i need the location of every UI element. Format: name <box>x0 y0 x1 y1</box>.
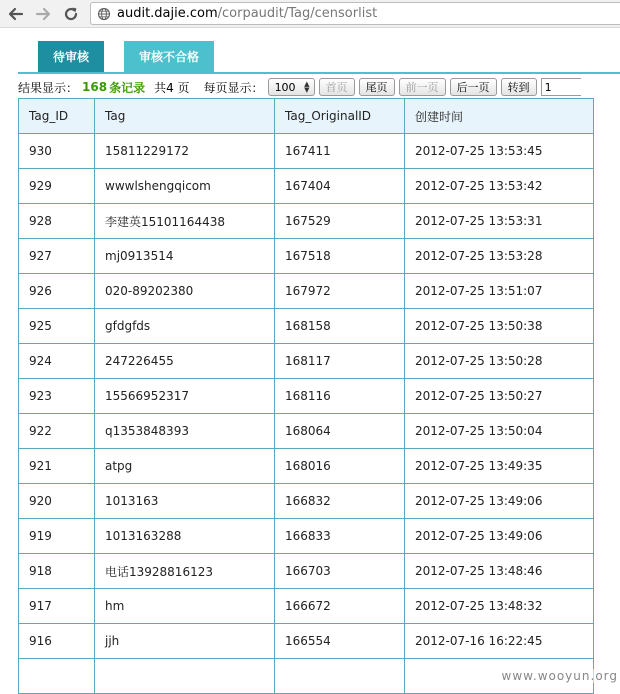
cell-tag: 247226455 <box>95 344 275 379</box>
cell-tag: atpg <box>95 449 275 484</box>
cell-original-id: 166672 <box>275 589 405 624</box>
select-arrows-icon: ▲ ▼ <box>304 80 310 94</box>
cell-tag: 电话13928816123 <box>95 554 275 589</box>
table-row <box>19 204 594 239</box>
cell-tag-id: 917 <box>19 589 95 624</box>
cell-original-id: 167411 <box>275 134 405 169</box>
table-row <box>19 239 594 274</box>
cell-tag-id <box>19 659 95 694</box>
column-header-tag-id: Tag_ID <box>19 99 95 134</box>
tab-pending-review[interactable]: 待审核 <box>38 41 104 72</box>
cell-original-id: 168116 <box>275 379 405 414</box>
cell-tag: 1013163 <box>95 484 275 519</box>
cell-tag: 020-89202380 <box>95 274 275 309</box>
cell-created-time: 2012-07-25 13:48:32 <box>405 589 594 624</box>
cell-tag-id: 923 <box>19 379 95 414</box>
reload-button[interactable] <box>61 4 81 24</box>
prev-page-button[interactable]: 前一页 <box>399 78 446 96</box>
cell-original-id: 166703 <box>275 554 405 589</box>
cell-tag: mj0913514 <box>95 239 275 274</box>
url-host: audit.dajie.com <box>117 6 218 21</box>
cell-tag-id: 922 <box>19 414 95 449</box>
cell-created-time: 2012-07-25 13:49:35 <box>405 449 594 484</box>
last-page-button[interactable]: 尾页 <box>359 78 395 96</box>
cell-tag: wwwlshengqicom <box>95 169 275 204</box>
table-row <box>19 344 594 379</box>
cell-created-time: 2012-07-16 16:22:45 <box>405 624 594 659</box>
cell-created-time: 2012-07-25 13:51:07 <box>405 274 594 309</box>
cell-original-id: 167972 <box>275 274 405 309</box>
forward-arrow-icon <box>35 6 51 22</box>
table-row <box>19 379 594 414</box>
column-header-created-time: 创建时间 <box>405 99 594 134</box>
first-page-button[interactable]: 首页 <box>319 78 355 96</box>
cell-tag-id: 930 <box>19 134 95 169</box>
cell-created-time: 2012-07-25 13:50:27 <box>405 379 594 414</box>
table-row <box>19 519 594 554</box>
cell-tag-id: 926 <box>19 274 95 309</box>
cell-created-time: 2012-07-25 13:53:31 <box>405 204 594 239</box>
cell-original-id: 166833 <box>275 519 405 554</box>
cell-created-time: 2012-07-25 13:48:46 <box>405 554 594 589</box>
per-page-label: 每页显示： <box>203 80 264 95</box>
per-page-value: 100 <box>274 80 296 94</box>
url-text <box>117 6 377 21</box>
cell-original-id: 168117 <box>275 344 405 379</box>
cell-tag-id: 920 <box>19 484 95 519</box>
cell-original-id <box>275 659 405 694</box>
column-header-tag: Tag <box>95 99 275 134</box>
address-bar[interactable] <box>90 2 620 25</box>
cell-original-id: 167529 <box>275 204 405 239</box>
cell-created-time: 2012-07-25 13:53:28 <box>405 239 594 274</box>
cell-tag: 15811229172 <box>95 134 275 169</box>
cell-created-time: 2012-07-25 13:50:04 <box>405 414 594 449</box>
table-row <box>19 169 594 204</box>
cell-tag-id: 927 <box>19 239 95 274</box>
cell-created-time: 2012-07-25 13:49:06 <box>405 484 594 519</box>
cell-tag: hm <box>95 589 275 624</box>
tab-review-rejected[interactable]: 审核不合格 <box>124 41 214 72</box>
goto-button[interactable]: 转到 <box>501 78 537 96</box>
table-row <box>19 134 594 169</box>
per-page-select[interactable] <box>268 78 315 96</box>
record-count: 168 <box>82 80 108 94</box>
tag-table <box>18 98 594 694</box>
cell-tag: 李建英15101164438 <box>95 204 275 239</box>
table-row <box>19 589 594 624</box>
result-label: 结果显示： <box>18 80 79 95</box>
cell-created-time: 2012-07-25 13:49:06 <box>405 519 594 554</box>
cell-tag: 15566952317 <box>95 379 275 414</box>
cell-created-time: 2012-07-25 13:50:38 <box>405 309 594 344</box>
column-header-original-id: Tag_OriginalID <box>275 99 405 134</box>
cell-tag <box>95 659 275 694</box>
table-row <box>19 554 594 589</box>
cell-tag: gfdgfds <box>95 309 275 344</box>
table-header-row <box>19 99 594 134</box>
cell-original-id: 168158 <box>275 309 405 344</box>
cell-tag-id: 919 <box>19 519 95 554</box>
forward-button[interactable] <box>33 4 53 24</box>
table-row <box>19 484 594 519</box>
cell-created-time: 2012-07-25 13:50:28 <box>405 344 594 379</box>
watermark: www.wooyun.org <box>501 669 618 683</box>
record-count-unit: 条记录 <box>109 80 146 95</box>
cell-created-time: 2012-07-25 13:53:45 <box>405 134 594 169</box>
table-row <box>19 414 594 449</box>
reload-icon <box>63 6 79 22</box>
url-path: /corpaudit/Tag/censorlist <box>217 6 378 21</box>
table-row <box>19 309 594 344</box>
cell-original-id: 166554 <box>275 624 405 659</box>
cell-original-id: 167518 <box>275 239 405 274</box>
cell-tag-id: 925 <box>19 309 95 344</box>
back-arrow-icon <box>8 6 24 22</box>
next-page-button[interactable]: 后一页 <box>450 78 497 96</box>
cell-tag-id: 918 <box>19 554 95 589</box>
cell-tag: 1013163288 <box>95 519 275 554</box>
cell-original-id: 166832 <box>275 484 405 519</box>
table-row <box>19 624 594 659</box>
cell-original-id: 168016 <box>275 449 405 484</box>
browser-toolbar <box>0 0 620 28</box>
cell-tag-id: 924 <box>19 344 95 379</box>
cell-tag-id: 921 <box>19 449 95 484</box>
cell-tag: jjh <box>95 624 275 659</box>
cell-tag-id: 916 <box>19 624 95 659</box>
cell-original-id: 167404 <box>275 169 405 204</box>
total-pages: 共4 页 <box>154 80 190 95</box>
tab-underline <box>18 72 620 74</box>
page-number-input[interactable]: 1 <box>541 78 581 96</box>
pagination-bar <box>18 76 620 98</box>
table-row <box>19 274 594 309</box>
globe-icon <box>97 7 111 21</box>
table-row <box>19 449 594 484</box>
cell-tag: q1353848393 <box>95 414 275 449</box>
cell-tag-id: 928 <box>19 204 95 239</box>
cell-original-id: 168064 <box>275 414 405 449</box>
back-button[interactable] <box>6 4 26 24</box>
cell-created-time: 2012-07-25 13:53:42 <box>405 169 594 204</box>
page-content <box>0 28 620 684</box>
cell-tag-id: 929 <box>19 169 95 204</box>
